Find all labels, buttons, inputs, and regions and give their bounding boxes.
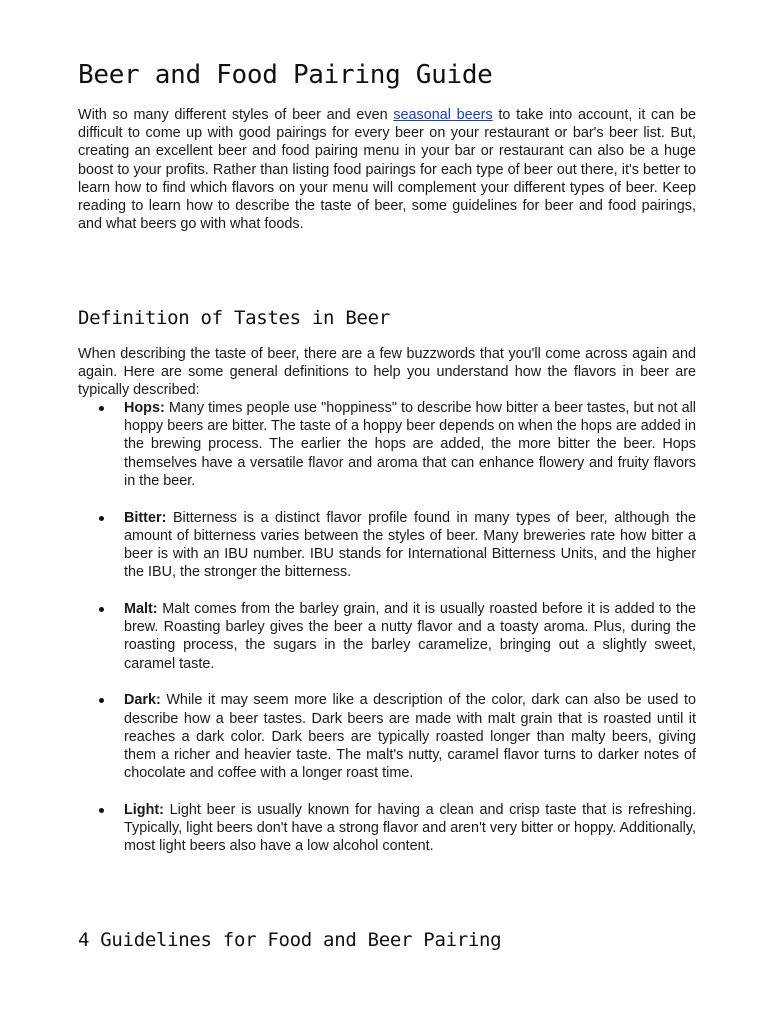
intro-paragraph <box>78 106 696 233</box>
term-hops: Hops: <box>124 400 165 416</box>
list-item-malt <box>78 600 696 673</box>
section-heading-guidelines: 4 Guidelines for Food and Beer Pairing <box>78 929 502 951</box>
taste-definitions-list <box>78 399 696 874</box>
term-malt: Malt: <box>124 601 158 618</box>
intro-text-after-link: to take into account, it can be difficult to come up with good pairings for every beer on your restaurant or bar's beer list. But, creating an excellent beer and food pairing menu in your bar or restaurant can also be a huge boost to your profits. Rather than listing food pairings for each type of beer out there, it's better to learn how to find which flavors on your menu will complement your different types of beer. Keep reading to learn how to describe the taste of beer, some guidelines for beer and food pairings, and what beers go with what foods. <box>78 107 696 233</box>
definition-hops: Many times people use "hoppiness" to describe how bitter a beer tastes, but not all hoppy beers are bitter. The taste of a hoppy beer depends on when the hops are added in the brewing process. The earlier the hops are added, the more bitter the beer. Hops themselves have a versatile flavor and aroma that can enhance flowery and fruity flavors in the beer. <box>124 400 696 489</box>
definition-bitter: Bitterness is a distinct flavor profile found in many types of beer, although the amount of bitterness varies between the styles of beer. Many breweries rate how bitter a beer is with an IBU number. IBU stands for International Bitterness Units, and the higher the IBU, the stronger the bitterness. <box>124 509 696 581</box>
list-item-bitter <box>78 509 696 582</box>
bullet-icon <box>99 698 104 703</box>
bullet-icon <box>99 406 104 411</box>
bullet-icon <box>99 516 104 521</box>
term-light: Light: <box>124 802 164 819</box>
term-bitter: Bitter: <box>124 509 167 526</box>
bullet-icon <box>99 607 104 612</box>
bullet-icon <box>99 808 104 813</box>
section-heading-tastes: Definition of Tastes in Beer <box>78 307 390 329</box>
definition-dark: While it may seem more like a description of the color, dark can also be used to describe how a beer tastes. Dark beers are made with malt grain that is roasted until it reaches a dark color. Dark beers are typically roasted longer than malty beers, giving them a richer and heavier taste. The malt's nutty, caramel flavor turns to darker notes of chocolate and coffee with a longer roast time. <box>124 692 696 782</box>
tastes-intro-paragraph: When describing the taste of beer, there are a few buzzwords that you'll come across again and again. Here are some general definitions to help you understand how the flavors in beer are typically described: <box>78 346 696 399</box>
definition-light: Light beer is usually known for having a clean and crisp taste that is refreshing. Typically, light beers don't have a strong flavor and aren't very bitter or hoppy. Additionally, most light beers also have a low alcohol content. <box>124 802 696 855</box>
list-item-hops <box>78 399 696 490</box>
definition-malt: Malt comes from the barley grain, and it is usually roasted before it is added to the brew. Roasting barley gives the beer a nutty flavor and a toasty aroma. Plus, during the roasting process, the sugars in the barley caramelize, bringing out a slightly sweet, caramel taste. <box>124 601 696 672</box>
list-item-dark <box>78 691 696 782</box>
list-item-light <box>78 801 696 856</box>
seasonal-beers-link[interactable]: seasonal beers <box>393 107 493 123</box>
term-dark: Dark: <box>124 692 161 709</box>
page-title: Beer and Food Pairing Guide <box>78 60 493 90</box>
intro-text-before-link: With so many different styles of beer and even <box>78 107 394 123</box>
